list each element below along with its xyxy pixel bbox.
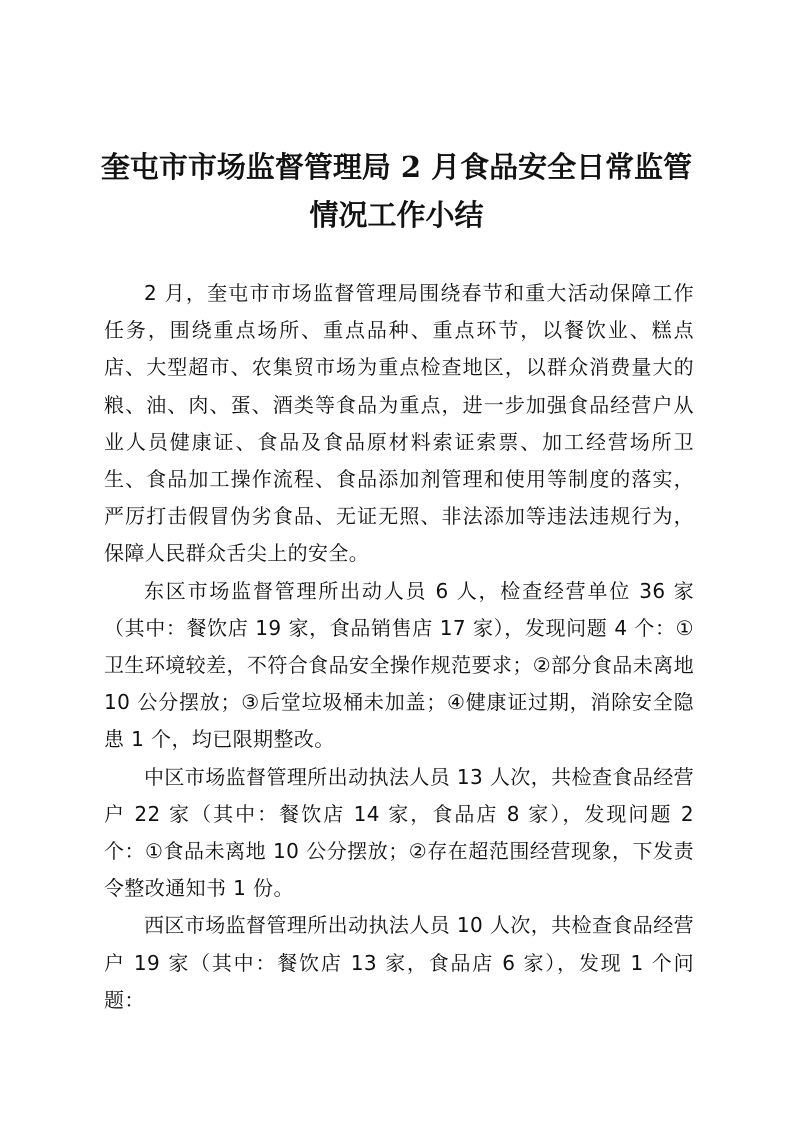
paragraph-summary: 2 月，奎屯市市场监督管理局围绕春节和重大活动保障工作任务，围绕重点场所、重点品种、重点环节，以餐饮业、糕点店、大型超市、农集贸市场为重点检查地区，以群众消费量大的粮、油、肉、蛋、酒类等食品为重点，进一步加强食品经营户从业人员健康证、食品及食品原材料索证索票、加工经营场所卫生、食品加工操作流程、食品添加剂管理和使用等制度的落实，严厉打击假冒伪劣食品、无证无照、非法添加等违法违规行为，保障人民群众舌尖上的安全。: [104, 281, 694, 566]
document-title-line-2: 情况工作小结: [309, 198, 484, 232]
paragraph-west-district: 西区市场监督管理所出动执法人员 10 人次，共检查食品经营户 19 家（其中：餐饮店 13 家，食品店 6 家），发现 1 个问题：: [104, 913, 694, 1012]
paragraph-east-district: 东区市场监督管理所出动人员 6 人，检查经营单位 36 家（其中：餐饮店 19 家，食品销售店 17 家），发现问题 4 个：①卫生环境较差，不符合食品安全操作规范要求；②部分食品未离地 10 公分摆放；③后堂垃圾桶未加盖；④健康证过期，消除安全隐患 1 个，均已限期整改。: [104, 578, 694, 752]
document-body: [104, 275, 694, 1019]
paragraph-central-district: 中区市场监督管理所出动执法人员 13 人次，共检查食品经营户 22 家（其中：餐饮店 14 家，食品店 8 家），发现问题 2 个：①食品未离地 10 公分摆放；②存在超范围经营现象，下发责令整改通知书 1 份。: [104, 764, 694, 901]
document-title-line-1: 奎屯市市场监督管理局 2 月食品安全日常监管: [100, 150, 693, 184]
